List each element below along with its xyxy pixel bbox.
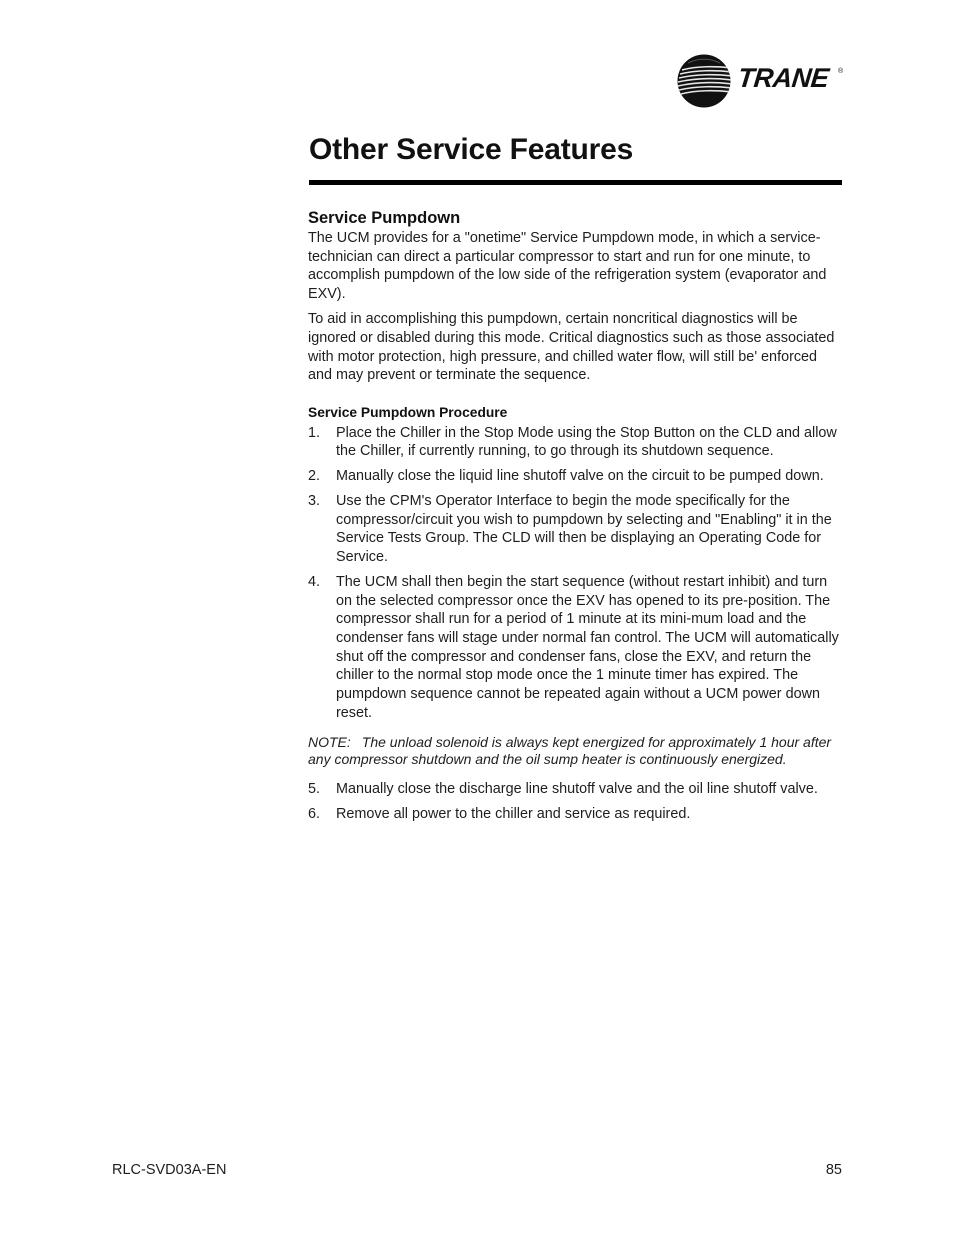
note-text: The unload solenoid is always kept energized for approximately 1 hour after any compressor shutdown and the oil sump heater is continuously energized. [308,734,832,767]
list-item [308,492,842,567]
page-title: Other Service Features [309,133,634,166]
step-number: 4. [308,573,321,590]
list-item [308,573,842,723]
footer-page-number: 85 [825,1162,842,1178]
main-content [308,207,842,829]
step-text: The UCM shall then begin the start sequence (without restart inhibit) and turn on the selected compressor once the EXV has opened to its pre-position. The compressor shall run for a period of 1 minute at its mini-mum load and the condenser fans will stage under normal fan control. The UCM will automatically shut off the compressor and condenser fans, close the EXV, and return the chiller to the normal stop mode once the 1 minute timer has expired. The pumpdown sequence cannot be repeated again without a UCM power down reset. [336,573,839,721]
intro-paragraph: The UCM provides for a "onetime" Service Pumpdown mode, in which a service-technician can direct a particular compressor to start and run for one minute, to accomplish pumpdown of the low side of the refrigeration system (evaporator and EXV). [308,230,827,303]
step-text: Use the CPM's Operator Interface to begin the mode specifically for the compressor/circuit you wish to pumpdown by selecting and "Enabling" it in the Service Tests Group. The CLD will then be displaying an Operating Code for Service. [336,492,832,566]
note-label: NOTE: [308,734,351,751]
step-text: Manually close the discharge line shutoff valve and the oil line shutoff valve. [336,780,818,797]
footer-doc-id: RLC-SVD03A-EN [112,1162,227,1178]
list-item [308,424,842,461]
section-heading: Service Pumpdown [308,209,461,227]
step-number: 2. [308,468,321,485]
trane-logo [676,54,851,108]
list-item [308,805,842,824]
title-rule [309,180,842,185]
procedure-steps-continued [308,780,842,824]
registered-mark: ® [838,68,844,75]
step-number: 6. [308,805,321,822]
step-number: 5. [308,780,321,797]
step-text: Remove all power to the chiller and service as required. [336,805,691,822]
step-number: 1. [308,424,321,441]
procedure-steps [308,424,842,723]
step-number: 3. [308,492,321,509]
procedure-heading: Service Pumpdown Procedure [308,405,508,421]
logo-wordmark: TRANE [736,63,831,93]
step-text: Manually close the liquid line shutoff valve on the circuit to be pumped down. [336,468,824,485]
trane-globe-icon [676,54,732,108]
diagnostics-paragraph: To aid in accomplishing this pumpdown, certain noncritical diagnostics will be ignored or disabled during this mode. Critical diagnostics such as those associated with motor protection, high pressure, and chilled water flow, will still be' enforced and may prevent or terminate the sequence. [308,311,835,384]
step-text: Place the Chiller in the Stop Mode using the Stop Button on the CLD and allow the Chiller, if currently running, to go through its shutdown sequence. [336,424,837,460]
note [308,734,842,766]
list-item [308,467,842,486]
list-item [308,780,842,799]
